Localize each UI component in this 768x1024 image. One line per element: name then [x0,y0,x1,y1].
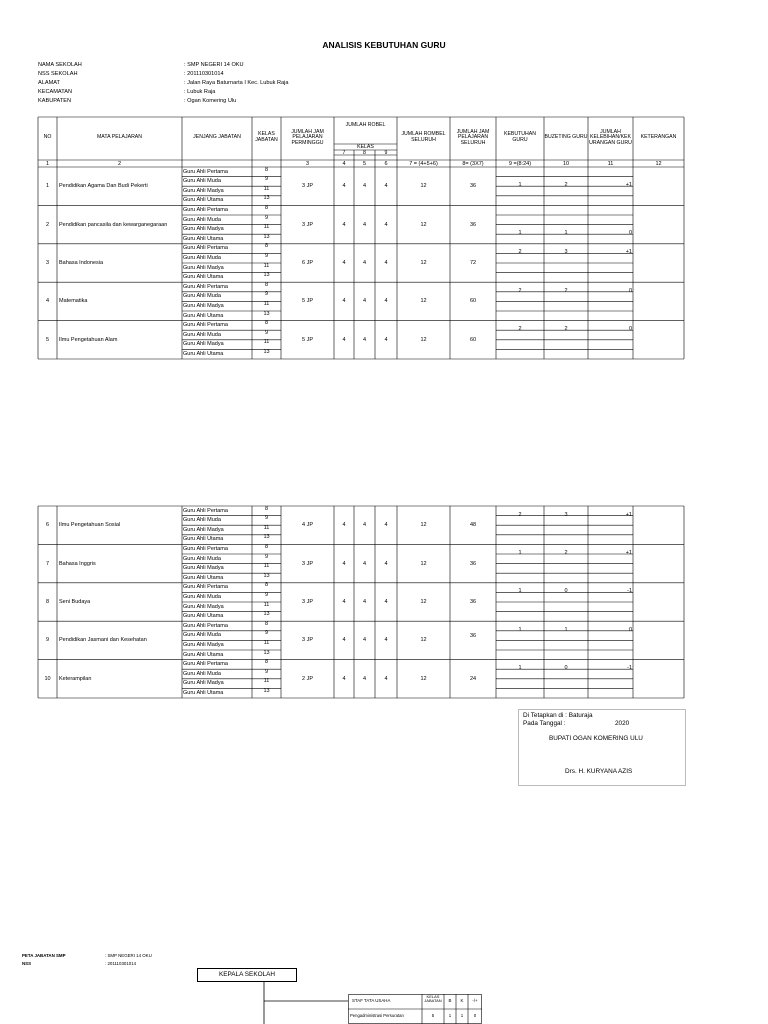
bezetting-guru: 2 [564,287,568,294]
kelas-jabatan: 9 [264,515,269,522]
kelas-jabatan: 11 [263,224,270,231]
info-label: NSS SEKOLAH [38,71,78,77]
column-number: 12 [655,160,662,167]
kelas-jabatan: 13 [263,195,270,202]
subject-number: 6 [45,522,50,529]
kelas-jabatan: 13 [263,272,270,279]
info-label: NAMA SEKOLAH [38,62,82,68]
header-keterangan: KETERANGAN [640,134,677,141]
jenjang-jabatan: Guru Ahli Madya [183,641,224,648]
header-kelas-8: 8 [363,149,366,156]
kelas-jabatan: 13 [263,611,270,618]
kelas-jabatan: 13 [263,310,270,317]
header-kelas-9: 9 [384,149,388,156]
kelas-jabatan: 9 [264,329,269,336]
bezetting-guru: 2 [564,182,568,189]
kebutuhan-guru: 1 [518,626,522,633]
rombel-kelas-9: 4 [384,336,388,343]
jenjang-jabatan: Guru Ahli Muda [183,517,221,524]
jam-perminggu: 3 JP [301,183,313,190]
kelas-jabatan: 9 [264,630,269,637]
kelas-jabatan: 11 [263,339,270,346]
rombel-kelas-8: 4 [362,522,367,529]
jumlah-rombel: 12 [420,336,427,343]
info-value: : SMP NEGERI 14 OKU [184,62,244,68]
rombel-kelas-8: 4 [362,637,367,644]
kelas-jabatan: 8 [264,281,269,288]
kelas-jabatan: 8 [264,204,269,211]
jam-perminggu: 3 JP [301,560,313,567]
rombel-kelas-8: 4 [362,599,367,605]
subject-number: 1 [45,183,50,190]
rombel-kelas-7: 4 [342,599,346,605]
subject-name: Seni Budaya [59,599,91,605]
jumlah-rombel: 12 [420,260,427,266]
selisih-guru: 0 [628,230,632,237]
rombel-kelas-8: 4 [362,298,367,305]
stamp-location: Di Tetapkan di : Baturaja [523,712,593,719]
rombel-kelas-9: 4 [384,221,388,228]
jumlah-jam-seluruh: 36 [469,183,477,190]
rombel-kelas-9: 4 [384,260,388,266]
rombel-kelas-7: 4 [342,560,346,567]
kepala-sekolah-box: KEPALA SEKOLAH [197,968,297,982]
kebutuhan-guru: 2 [518,511,522,518]
rombel-kelas-7: 4 [342,183,346,190]
jenjang-jabatan: Guru Ahli Utama [183,574,224,581]
kelas-jabatan: 13 [263,572,270,579]
kebutuhan-guru: 1 [518,182,522,189]
column-number: 6 [384,160,388,167]
kelas-jabatan: 8 [264,320,269,327]
column-number: 5 [362,160,367,167]
column-number: 7 = (4+5+6) [409,160,438,167]
jumlah-jam-seluruh: 72 [469,260,477,266]
page-title: ANALISIS KEBUTUHAN GURU [322,40,446,50]
subject-number: 8 [45,599,50,605]
jenjang-jabatan: Guru Ahli Pertama [183,168,228,175]
jenjang-jabatan: Guru Ahli Muda [183,632,221,639]
kebutuhan-guru: 1 [518,665,522,672]
rombel-kelas-7: 4 [342,260,346,266]
info-value: : Jalan Raya Baturnarta I Kec. Lubuk Raja [184,80,289,86]
rombel-kelas-8: 4 [362,260,367,266]
jam-perminggu: 5 JP [301,336,313,343]
jenjang-jabatan: Guru Ahli Utama [183,235,224,242]
rombel-kelas-9: 4 [384,675,388,682]
kebutuhan-guru: 1 [518,550,522,556]
jenjang-jabatan: Guru Ahli Utama [183,197,224,204]
jenjang-jabatan: Guru Ahli Muda [183,293,221,300]
jenjang-jabatan: Guru Ahli Madya [183,302,224,309]
jenjang-jabatan: Guru Ahli Utama [183,312,224,319]
kebutuhan-guru: 2 [518,249,522,256]
rombel-kelas-8: 4 [362,183,367,190]
jam-perminggu: 2 JP [301,675,313,682]
subject-number: 4 [45,298,50,305]
jam-perminggu: 3 JP [301,221,313,228]
rombel-kelas-7: 4 [342,522,346,529]
rombel-kelas-8: 4 [362,560,367,567]
kelas-jabatan: 11 [263,300,270,307]
jenjang-jabatan: Guru Ahli Pertama [183,283,228,290]
selisih-guru: +1 [625,182,632,189]
jenjang-jabatan: Guru Ahli Madya [183,187,224,194]
jumlah-jam-seluruh: 36 [469,221,477,228]
jenjang-jabatan: Guru Ahli Madya [183,565,224,572]
column-number: 8= (3X7) [462,160,484,167]
jenjang-jabatan: Guru Ahli Muda [183,178,221,185]
selisih-guru: +1 [625,511,632,518]
staf-row-pm: 0 [473,1013,477,1018]
info-value: : Lubuk Raja [184,89,216,95]
subject-number: 2 [45,221,50,228]
column-number: 2 [117,160,122,167]
jumlah-jam-seluruh: 36 [469,599,477,605]
kelas-jabatan: 8 [264,543,269,550]
subject-name: Pendidikan Agama Dan Budi Pekerti [59,183,148,190]
kelas-jabatan: 8 [264,659,269,666]
jumlah-jam-seluruh: 60 [469,298,477,305]
jenjang-jabatan: Guru Ahli Madya [183,680,224,687]
jenjang-jabatan: Guru Ahli Madya [183,264,224,271]
jenjang-jabatan: Guru Ahli Muda [183,254,221,261]
staf-b-header: B [448,998,452,1003]
jenjang-jabatan: Guru Ahli Madya [183,341,224,348]
stamp-date-label: Pada Tanggal : [523,720,566,727]
kelas-jabatan: 8 [264,166,269,173]
jenjang-jabatan: Guru Ahli Muda [183,670,221,677]
nss-value: : 201110301014 [105,961,137,966]
subject-name: Matematika [59,298,88,305]
jumlah-rombel: 12 [420,599,427,605]
subject-number: 9 [45,637,50,644]
rombel-kelas-8: 4 [362,675,367,682]
header-kelas-jabatan: KELAS JABATAN [255,131,278,143]
rombel-kelas-9: 4 [384,183,388,190]
kebutuhan-guru: 2 [518,326,522,333]
jenjang-jabatan: Guru Ahli Pertama [183,245,228,252]
info-label: KABUPATEN [38,98,72,104]
kelas-jabatan: 11 [263,524,270,531]
staf-k-header: K [460,998,464,1003]
peta-value: : SMP NEGERI 14 OKU [105,953,152,958]
bezetting-guru: 2 [564,550,568,556]
subject-number: 7 [45,560,50,567]
subject-name: Keterampilan [59,675,92,682]
bezetting-guru: 0 [564,588,568,595]
header-jam-perminggu: JUMLAH JAM PELAJARAN PERMINGGU [291,128,324,146]
jenjang-jabatan: Guru Ahli Muda [183,555,221,562]
jenjang-jabatan: Guru Ahli Utama [183,651,224,658]
kelas-jabatan: 8 [264,505,269,512]
header-jumlah-rombel: JUMLAH ROMBEL SELURUH [401,131,446,143]
jenjang-jabatan: Guru Ahli Pertama [183,507,228,514]
bezetting-guru: 0 [564,665,568,672]
jenjang-jabatan: Guru Ahli Pertama [183,584,228,591]
kelas-jabatan: 11 [263,678,270,685]
subject-name: Bahasa Indonesia [59,260,104,266]
staf-kelas-header: KELAS JABATAN [424,994,442,1004]
kelas-jabatan: 13 [263,649,270,656]
rombel-kelas-7: 4 [342,221,346,228]
rombel-kelas-7: 4 [342,675,346,682]
kelas-jabatan: 9 [264,553,269,560]
kelas-jabatan: 11 [263,639,270,646]
jam-perminggu: 5 JP [301,298,313,305]
jenjang-jabatan: Guru Ahli Muda [183,593,221,600]
header-jumlah-jam: JUMLAH JAM PELAJARAN SELURUH [456,128,490,146]
column-number: 4 [342,160,346,167]
header-no: NO [43,134,52,141]
kelas-jabatan: 13 [263,687,270,694]
subject-number: 3 [45,260,50,266]
kelas-jabatan: 8 [264,243,269,250]
jenjang-jabatan: Guru Ahli Pertama [183,545,228,552]
info-value: : Ogan Komering Ulu [184,98,237,104]
jumlah-rombel: 12 [420,298,427,305]
kelas-jabatan: 9 [264,176,269,183]
header-kelas-7: 7 [342,149,346,156]
stamp-office: BUPATI OGAN KOMERING ULU [549,735,643,742]
kelas-jabatan: 9 [264,252,269,259]
jenjang-jabatan: Guru Ahli Pertama [183,622,228,629]
jumlah-rombel: 12 [420,183,427,190]
jumlah-jam-seluruh: 36 [469,560,477,567]
header-kebutuhan: KEBUTUHAN GURU [504,131,536,143]
rombel-kelas-7: 4 [342,336,346,343]
kelas-jabatan: 9 [264,214,269,221]
kelas-jabatan: 13 [263,534,270,541]
kelas-jabatan: 13 [263,233,270,240]
jumlah-rombel: 12 [420,675,427,682]
jenjang-jabatan: Guru Ahli Utama [183,689,224,696]
jumlah-rombel: 12 [420,637,427,644]
kelas-jabatan: 13 [263,348,270,355]
staf-title: STAF TATA USAHA [352,998,391,1003]
column-number: 11 [607,160,614,167]
rombel-kelas-8: 4 [362,336,367,343]
column-number: 10 [562,160,570,167]
peta-label: PETA JABATAN SMP [22,953,66,958]
jumlah-jam-seluruh: 48 [469,522,477,529]
jenjang-jabatan: Guru Ahli Utama [183,536,224,543]
jenjang-jabatan: Guru Ahli Madya [183,526,224,533]
bezetting-guru: 3 [564,511,568,518]
jumlah-rombel: 12 [420,560,427,567]
jumlah-rombel: 12 [420,522,427,529]
selisih-guru: +1 [625,550,632,556]
selisih-guru: -1 [627,665,632,672]
jumlah-jam-seluruh: 24 [469,675,477,682]
kelas-jabatan: 8 [264,582,269,589]
subject-name: Ilmu Pengetahuan Sosial [59,522,121,529]
staf-row-k: 1 [460,1013,464,1018]
rombel-kelas-9: 4 [384,522,388,529]
info-label: KECAMATAN [38,89,72,95]
jenjang-jabatan: Guru Ahli Utama [183,613,224,620]
header-kelas: KELAS [357,144,374,150]
rombel-kelas-9: 4 [384,560,388,567]
jumlah-jam-seluruh: 60 [469,336,477,343]
info-label: ALAMAT [38,80,60,86]
staf-plusminus-header: -/+ [472,998,478,1003]
selisih-guru: 0 [628,326,632,333]
info-value: : 201110301014 [184,71,224,77]
jam-perminggu: 4 JP [301,522,313,529]
bezetting-guru: 1 [564,626,568,633]
jenjang-jabatan: Guru Ahli Utama [183,350,224,357]
kelas-jabatan: 9 [264,668,269,675]
column-number: 9 =(8:24) [508,160,532,167]
subject-name: Pendidikan Jasmani dan Kesehatan [59,637,147,644]
jam-perminggu: 6 JP [301,260,313,266]
staf-tata-usaha-box [348,994,482,1024]
jenjang-jabatan: Guru Ahli Madya [183,226,224,233]
jumlah-jam-seluruh: 36 [469,633,477,640]
subject-number: 5 [45,336,50,343]
jam-perminggu: 3 JP [301,599,313,605]
staf-row-b: 1 [448,1013,452,1018]
stamp-signatory: Drs. H. KURYANA AZIS [565,768,633,775]
selisih-guru: +1 [625,249,632,256]
staf-row-name: Pengadministrasi Persuratan [350,1013,404,1018]
staf-row-kelas: 5 [431,1013,435,1018]
kebutuhan-guru: 1 [518,588,522,595]
bezetting-guru: 3 [564,249,568,256]
jenjang-jabatan: Guru Ahli Utama [183,274,224,281]
subject-name: Bahasa Inggris [59,560,96,567]
rombel-kelas-7: 4 [342,637,346,644]
kelas-jabatan: 11 [263,563,270,570]
jenjang-jabatan: Guru Ahli Pertama [183,661,228,668]
subject-name: Ilmu Pengetahuan Alam [59,336,118,343]
rombel-kelas-7: 4 [342,298,346,305]
bezetting-guru: 1 [564,230,568,237]
kelas-jabatan: 11 [263,601,270,608]
header-jenjang: JENJANG JABATAN [193,134,241,141]
nss-label: NSS [22,961,32,966]
rombel-kelas-9: 4 [384,599,388,605]
selisih-guru: 0 [628,287,632,294]
header-kelebihan: JUMLAH KELEBIHAN/KEK URANGAN GURU [589,128,632,146]
jenjang-jabatan: Guru Ahli Pertama [183,322,228,329]
jam-perminggu: 3 JP [301,637,313,644]
jenjang-jabatan: Guru Ahli Pertama [183,206,228,213]
selisih-guru: -1 [627,588,632,595]
kelas-jabatan: 8 [264,620,269,627]
rombel-kelas-9: 4 [384,298,388,305]
jenjang-jabatan: Guru Ahli Muda [183,331,221,338]
column-number: 3 [305,160,310,167]
jenjang-jabatan: Guru Ahli Muda [183,216,221,223]
bezetting-guru: 2 [564,326,568,333]
stamp-date-year: 2020 [615,720,630,727]
subject-name: Pendidikan pancasila dan kewarganegaraan [59,221,168,228]
rombel-kelas-9: 4 [384,637,388,644]
jumlah-rombel: 12 [420,221,427,228]
jenjang-jabatan: Guru Ahli Madya [183,603,224,610]
kelas-jabatan: 11 [263,262,270,269]
kelas-jabatan: 9 [264,591,269,598]
selisih-guru: 0 [628,626,632,633]
column-number: 1 [45,160,50,167]
kebutuhan-guru: 2 [518,287,522,294]
kelas-jabatan: 11 [263,185,270,192]
kebutuhan-guru: 1 [518,230,522,237]
subject-number: 10 [44,675,51,682]
header-jumlah-robel: JUMLAH ROBEL [345,122,386,128]
header-bezetting: BUZETING GURU [544,134,588,141]
rombel-kelas-8: 4 [362,221,367,228]
kelas-jabatan: 9 [264,291,269,298]
header-mata-pelajaran: MATA PELAJARAN [96,134,143,141]
